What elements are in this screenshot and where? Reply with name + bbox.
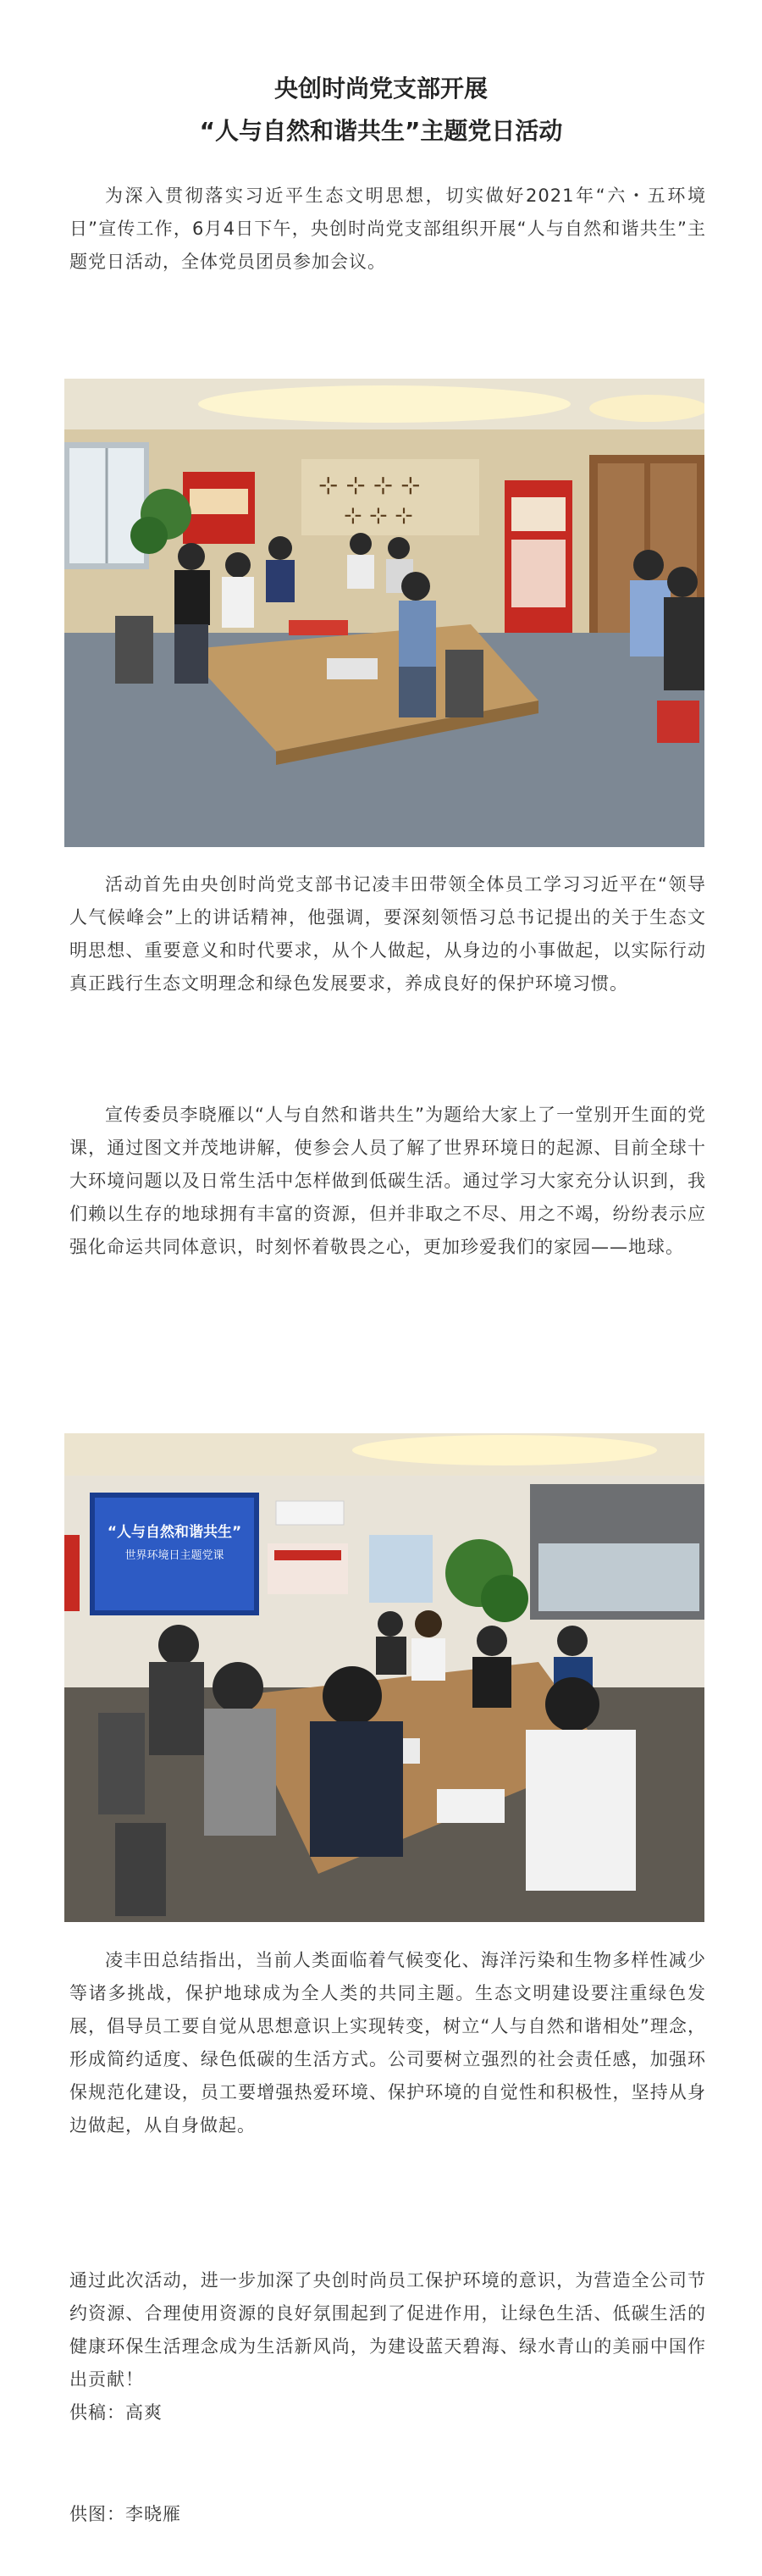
- paragraph-lecture: 宣传委员李晓雁以“人与自然和谐共生”为题给大家上了一堂别开生面的党课，通过图文并茂地讲解，使参会人员了解了世界环境日的起源、目前全球十大环境问题以及日常生活中怎样做到低碳生活。通过学习大家充分认识到，我们赖以生存的地球拥有丰富的资源，但并非取之不尽、用之不竭，纷纷表示应强化命运共同体意识，时刻怀着敬畏之心，更加珍爱我们的家园——地球。: [69, 1105, 706, 1257]
- screen-subtitle-text: 世界环境日主题党课: [124, 1549, 224, 1562]
- meeting-photo-1: [64, 379, 704, 847]
- svg-text:⊹ ⊹ ⊹ ⊹: ⊹ ⊹ ⊹ ⊹: [318, 471, 421, 499]
- article-title-line1: 央创时尚党支部开展: [273, 75, 488, 102]
- svg-text:⊹ ⊹ ⊹: ⊹ ⊹ ⊹: [344, 503, 413, 529]
- paragraph-intro: 为深入贯彻落实习近平生态文明思想，切实做好2021年“六・五环境日”宣传工作，6月4日下午，央创时尚党支部组织开展“人与自然和谐共生”主题党日活动，全体党员团员参加会议。: [69, 186, 706, 272]
- paragraph-study: 活动首先由央创时尚党支部书记凌丰田带领全体员工学习习近平在“领导人气候峰会”上的讲话精神，他强调，要深刻领悟习总书记提出的关于生态文明思想、重要意义和时代要求，从个人做起，从身边的小事做起，以实际行动真正践行生态文明理念和绿色发展要求，养成良好的保护环境习惯。: [69, 874, 706, 994]
- screen-title-text: “人与自然和谐共生”: [107, 1524, 242, 1541]
- paragraph-summary: 凌丰田总结指出，当前人类面临着气候变化、海洋污染和生物多样性减少等诸多挑战，保护地球成为全人类的共同主题。生态文明建设要注重绿色发展，倡导员工要自觉从思想意识上实现转变，树立“人与自然和谐相处”理念，形成简约适度、绿色低碳的生活方式。公司要树立强烈的社会责任感，加强环保规范化建设，员工要增强热爱环境、保护环境的自觉性和积极性，坚持从身边做起，从自身做起。: [69, 1950, 706, 2136]
- paragraph-conclusion: 通过此次活动，进一步加深了央创时尚员工保护环境的意识，为营造全公司节约资源、合理使用资源的良好氛围起到了促进作用，让绿色生活、低碳生活的健康环保生活理念成为生活新风尚，为建设蓝天碧海、绿水青山的美丽中国作出贡献！: [69, 2270, 706, 2390]
- credit-photo: 供图：李晓雁: [69, 2504, 181, 2524]
- article-title-line2: “人与自然和谐共生”主题党日活动: [199, 117, 563, 145]
- meeting-photo-2-illustration: [64, 1433, 704, 1922]
- credit-writer: 供稿：高爽: [69, 2402, 163, 2423]
- meeting-photo-2: [64, 1433, 704, 1922]
- meeting-photo-1-illustration: [64, 379, 704, 847]
